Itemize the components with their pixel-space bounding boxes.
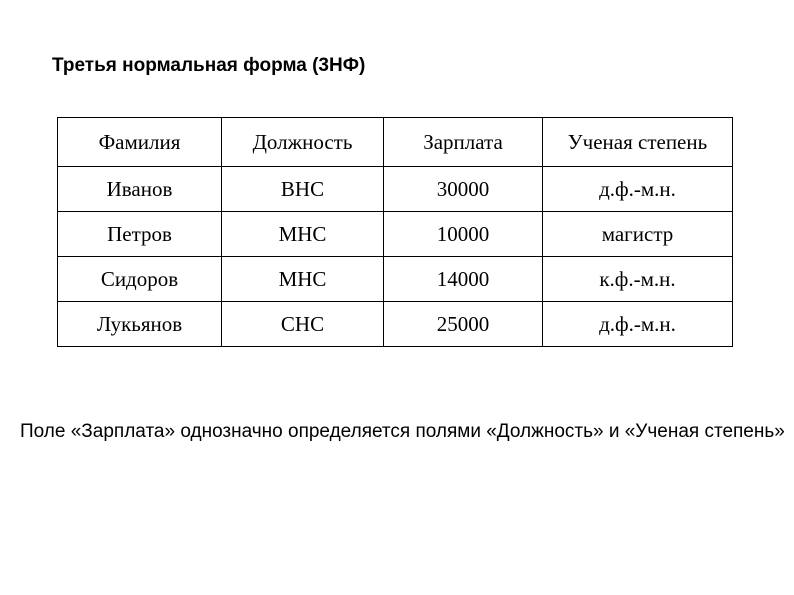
cell-degree: магистр — [543, 212, 733, 257]
cell-degree: к.ф.-м.н. — [543, 257, 733, 302]
cell-surname: Лукьянов — [58, 302, 222, 347]
header-position: Должность — [222, 118, 384, 167]
cell-salary: 30000 — [384, 167, 543, 212]
cell-surname: Иванов — [58, 167, 222, 212]
cell-salary: 25000 — [384, 302, 543, 347]
header-degree: Ученая степень — [543, 118, 733, 167]
cell-salary: 10000 — [384, 212, 543, 257]
header-surname: Фамилия — [58, 118, 222, 167]
cell-position: МНС — [222, 257, 384, 302]
table-row — [58, 302, 733, 347]
cell-degree: д.ф.-м.н. — [543, 167, 733, 212]
cell-surname: Сидоров — [58, 257, 222, 302]
normal-form-table — [57, 117, 733, 347]
slide-title: Третья нормальная форма (3НФ) — [52, 55, 366, 76]
table-header-row — [58, 118, 733, 167]
table-row — [58, 212, 733, 257]
cell-salary: 14000 — [384, 257, 543, 302]
cell-position: ВНС — [222, 167, 384, 212]
slide-caption: Поле «Зарплата» однозначно определяется полями «Должность» и «Ученая степень» — [20, 421, 785, 442]
cell-position: МНС — [222, 212, 384, 257]
cell-surname: Петров — [58, 212, 222, 257]
table-row — [58, 167, 733, 212]
cell-degree: д.ф.-м.н. — [543, 302, 733, 347]
table-row — [58, 257, 733, 302]
cell-position: СНС — [222, 302, 384, 347]
header-salary: Зарплата — [384, 118, 543, 167]
